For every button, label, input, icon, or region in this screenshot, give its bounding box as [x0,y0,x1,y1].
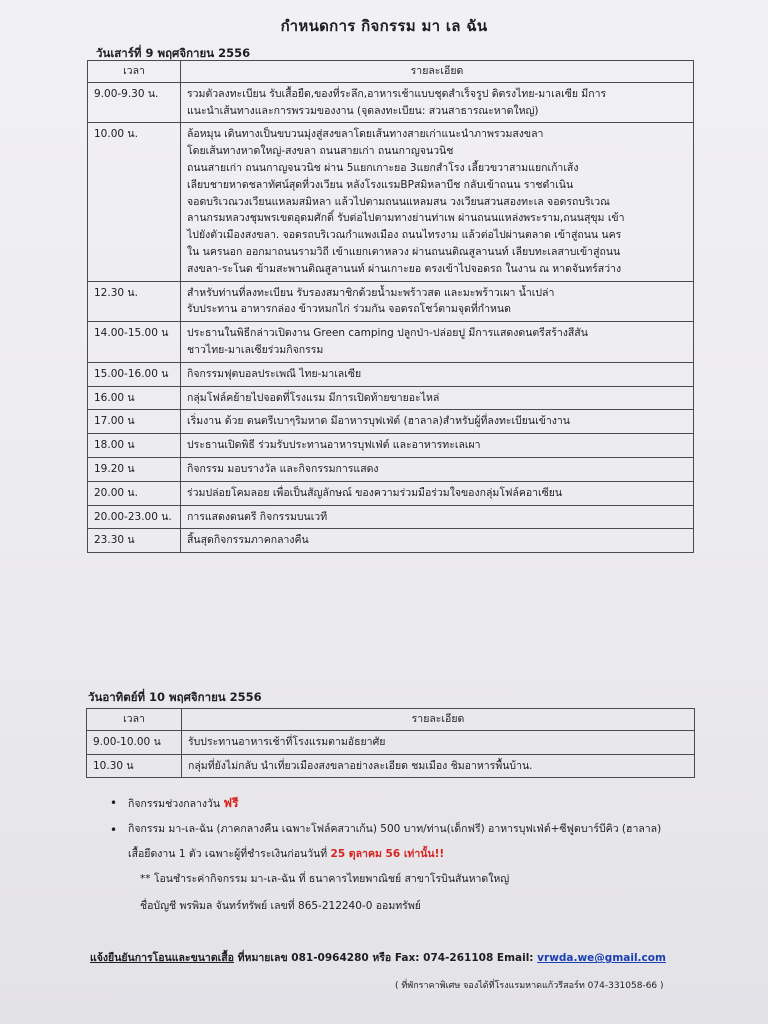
time-cell: 16.00 น [88,386,181,410]
time-cell: 19.20 น [88,457,181,481]
table-row [88,82,694,123]
detail-cell [181,434,694,458]
note-shirt-text: เสื้อยืดงาน 1 ตัว เฉพาะผู้ที่ชำระเงินก่อนวันที่ [128,847,331,860]
page-title: กำหนดการ กิจกรรม มา เล ฉัน [280,17,488,35]
table-row [88,457,694,481]
table-row [88,434,694,458]
detail-line: กลุ่มที่ยังไม่กลับ นำเที่ยวเมืองสงขลาอย่างละเอียด ชมเมือง ชิมอาหารพื้นบ้าน. [188,759,533,772]
table-row [88,123,694,281]
detail-cell [182,730,695,754]
table-row [87,754,695,778]
time-column-header: เวลา [87,709,182,731]
detail-line: กิจกรรม มอบรางวัล และกิจกรรมการแสดง [187,462,379,475]
table-row [88,410,694,434]
detail-line: รับประทาน อาหารกล่อง ข้าวหมกไก่ ร่วมกัน จอดรถโชว์ตามจุดที่กำหนด [187,303,511,316]
time-cell: 10.00 น. [88,123,181,281]
detail-cell [181,529,694,553]
time-cell: 23.30 น [88,529,181,553]
time-column-header: เวลา [88,61,181,83]
detail-line: สิ้นสุดกิจกรรมภาคกลางคืน [187,534,309,547]
time-cell: 10.30 น [87,754,182,778]
detail-cell [181,481,694,505]
time-cell: 12.30 น. [88,281,181,322]
table-row [88,481,694,505]
detail-line: สำหรับท่านที่ลงทะเบียน รับรองสมาชิกด้วยน้ำมะพร้าวสด และมะพร้าวเผา น้ำเปล่า [187,286,555,299]
detail-cell [181,322,694,363]
time-cell: 15.00-16.00 น [88,362,181,386]
table-row [88,505,694,529]
table-row [88,362,694,386]
transfer-line: ** โอนชำระค่ากิจกรรม มา-เล-ฉัน ที่ ธนาคารไทยพาณิชย์ สาขาโรบินสันหาดใหญ่ [140,872,510,885]
detail-line: แนะนำเส้นทางและการพรวมของงาน (จุดลงทะเบียน: สวนสาธารณะหาดใหญ่) [187,104,539,117]
time-cell: 18.00 น [88,434,181,458]
detail-line: เริ่มงาน ด้วย ดนตรีเบาๆริมหาด มีอาหารบุฟเฟ่ต์ (ฮาลาล)สำหรับผู้ที่ลงทะเบียนเข้างาน [187,415,570,428]
note-daytime-text: กิจกรรมช่วงกลางวัน [128,798,224,810]
detail-line: ถนนสายเก่า ถนนกาญจนวนิช ผ่าน 5แยกเกาะยอ 3แยกสำโรง เลี้ยวขวาสามแยกเก้าเส้ง [187,161,579,174]
footer-note: ( ที่พักราคาพิเศษ จองได้ที่โรงแรมหาดแก้วรีสอร์ท 074-331058-66 ) [395,981,664,991]
free-label: ฟรี [223,796,239,810]
contact-line [90,949,760,966]
detail-cell [181,123,694,281]
time-cell: 20.00 น. [88,481,181,505]
detail-line: ประธานเปิดพิธี ร่วมรับประทานอาหารบุฟเฟ่ต์ และอาหารทะเลเผา [187,439,481,452]
bullet-icon: • [110,823,118,838]
detail-line: รับประทานอาหารเช้าที่โรงแรมตามอัธยาศัย [188,735,386,748]
detail-line: กลุ่มโฟล์คย้ายไปจอดที่โรงแรม มีการเปิดท้ายขายอะไหล่ [187,391,440,404]
note-night-fee-text: กิจกรรม มา-เล-ฉัน (ภาคกลางคืน เฉพาะโฟล์คสวาเก้น) 500 บาท/ท่าน(เด็กฟรี) อาหารบุฟเฟ่ต์+ซีฟูดบาร์บีคิว (ฮาลาล) [128,823,662,836]
table-row [87,730,695,754]
detail-line: ประธานในพิธีกล่าวเปิดงาน Green camping ปลูกป่า-ปล่อยปู มีการแสดงดนตรีสร้างสีสัน [187,327,588,340]
notes-section [110,794,750,924]
detail-column-header: รายละเอียด [181,61,694,83]
day2-heading: วันอาทิตย์ที่ 10 พฤศจิกายน 2556 [88,690,262,704]
table-row [88,529,694,553]
detail-line: ร่วมปล่อยโคมลอย เพื่อเป็นสัญลักษณ์ ของความร่วมมือร่วมใจของกลุ่มโฟล์คอาเซียน [187,486,563,499]
detail-cell [182,754,695,778]
detail-line: จอดบริเวณวงเวียนแหลมสมิหลา แล้วไปตามถนนแหลมสน วงเวียนสวนสองทะเล จอดรถบริเวณ [187,195,610,208]
day1-heading: วันเสาร์ที่ 9 พฤศจิกายน 2556 [96,46,251,60]
time-cell: 9.00-10.00 น [87,730,182,754]
table-row [88,322,694,363]
detail-cell [181,457,694,481]
detail-line: โดยเส้นทางหาดใหญ่-สงขลา ถนนสายเก่า ถนนกาญจนวนิช [187,145,454,158]
detail-cell [181,82,694,123]
detail-column-header: รายละเอียด [182,709,695,731]
detail-line: ลานกรมหลวงชุมพรเขตอุดมศักดิ์ รับต่อไปตามทางย่านท่าเพ ผ่านถนนแหล่งพระราม,ถนนสุขุม เข้า [187,212,625,225]
deadline-text: 25 ตุลาคม 56 เท่านั้น!! [330,847,445,860]
detail-cell [181,362,694,386]
table-header-row [87,709,695,731]
detail-line: ชาวไทย-มาเลเซียร่วมกิจกรรม [187,343,324,356]
detail-line: กิจกรรมฟุตบอลประเพณี ไทย-มาเลเซีย [187,367,362,380]
table-row [88,386,694,410]
detail-cell [181,505,694,529]
detail-cell [181,281,694,322]
day1-schedule-table [87,60,694,553]
time-cell: 14.00-15.00 น [88,322,181,363]
day2-schedule-table [86,708,695,778]
detail-line: ใน นครนอก ออกมาถนนรามวิถี เข้าแยกเตาหลวง ผ่านถนนติณสูลานนท์ เลียบทะเลสาบเข้าสู่ถนน [187,245,621,258]
table-row [88,281,694,322]
time-cell: 20.00-23.00 น. [88,505,181,529]
note-item [110,794,750,813]
note-shirt-line [110,846,750,863]
detail-cell [181,410,694,434]
table-header-row [88,61,694,83]
contact-label: แจ้งยืนยันการโอนและขนาดเสื้อ [90,952,234,964]
note-item [110,821,750,838]
detail-line: เลียบชายหาดชลาทัศน์สุดที่วงเวียน หลังโรงแรมBPสมิหลาบีช กลับเข้าถนน ราชดำเนิน [187,178,574,191]
detail-line: รวมตัวลงทะเบียน รับเสื้อยืด,ของที่ระลึก,อาหารเช้าแบบชุดสำเร็จรูป ดิตรงไทย-มาเลเซีย มีการ [187,87,607,100]
account-line: ชื่อบัญชี พรพิมล จันทร์ทรัพย์ เลขที่ 865-212240-0 ออมทรัพย์ [140,899,421,912]
detail-cell [181,386,694,410]
detail-line: การแสดงดนตรี กิจกรรมบนเวที [187,510,328,523]
contact-details: ที่หมายเลข 081-0964280 หรือ Fax: 074-261108 Email: [233,952,538,964]
time-cell: 17.00 น [88,410,181,434]
bullet-icon: • [110,796,118,810]
detail-line: สงขลา-ระโนด ข้ามสะพานติณสูลานนท์ ผ่านเกาะยอ ตรงเข้าไปจอดรถ ในงาน ณ หาดจันทร์สว่าง [187,262,622,275]
time-cell: 9.00-9.30 น. [88,82,181,123]
detail-line: ล้อหมุน เดินทางเป็นขบวนมุ่งสู่สงขลาโดยเส้นทางสายเก่าแนะนำภาพรวมสงขลา [187,128,544,141]
detail-line: ไปยังตัวเมืองสงขลา. จอดรถบริเวณกำแพงเมือง ถนนไทรงาม แล้วต่อไปผ่านตลาด เข้าสู่ถนน นคร [187,229,622,242]
email-link[interactable]: vrwda.we@gmail.com [537,952,666,964]
